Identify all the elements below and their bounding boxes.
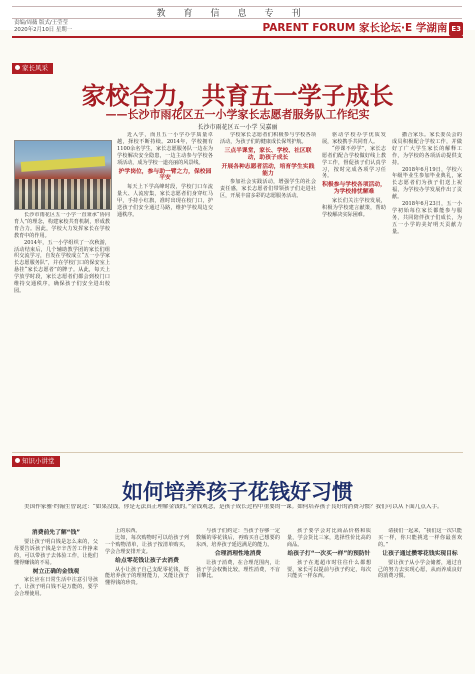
paragraph: 要让孩子明白钱是怎么来的，父母要告诉孩子钱是辛辛苦苦工作挣来的，可以带孩子去体验工作，让他们懂得赚钱的不易。 (14, 538, 98, 566)
masthead (0, 0, 475, 34)
bullet-icon (15, 65, 20, 70)
article-headline: 家校合力，共育五一学子成长 (81, 82, 394, 110)
paragraph: 让孩子消费，在合理范围内，让孩子学会权衡比较，理性消费，不盲目攀比。 (196, 559, 280, 580)
section-label: 知识小讲堂 (22, 457, 55, 465)
article2-column-2 (105, 528, 189, 672)
column-subheading: 给点零花钱让孩子去消费 (115, 557, 179, 564)
paragraph: 2018年6月23日，五一小学初始每位家长都能参与服务，共同陪伴孩子们成长，为五一小学的美好明天贡献力量。 (392, 201, 462, 235)
article-column-5 (392, 132, 462, 447)
forum-title (262, 21, 463, 35)
article-column-3 (220, 132, 316, 447)
paragraph: 要让孩子从小学会储蓄，通过自己的努力去实现心愿，从而养成良好的消费习惯。 (378, 559, 462, 580)
paragraph: 比如，每次购物时可以给孩子列一个购物清单，让孩子按清单购买，学会合理安排开支。 (105, 534, 189, 555)
photo-people (15, 179, 111, 209)
article2-column-3 (196, 528, 280, 672)
paragraph: 家长们关注学校发展，积极为学校建言献策，帮助学校解决实际困难。 (322, 198, 386, 218)
column-subheading: 护学岗位，参与助一臂之力，保校园平安 (118, 168, 212, 182)
paragraph: 2014年，五一小学组织了一次秋游，活动结束后，几个辅助教学团的家长们组织交流学习，自发在学校成立“五一小学家长志愿服务队”，并在学校门口的保安室上悬挂“家长志愿者”的牌子。从此，每天上学放学时段，家长志愿者们都会到校门口维持交通秩序，确保孩子们安全进出校园。 (14, 239, 110, 294)
paragraph: 上的东西。 (115, 528, 141, 534)
volunteer-group-photo (14, 140, 112, 210)
column-subheading: 消费前先了解“钱” (31, 530, 81, 536)
section-tag-parents (12, 63, 53, 74)
section-divider (12, 452, 463, 453)
article-column-4 (322, 132, 386, 447)
article-column-2 (117, 132, 213, 447)
paragraph: 撒合家乐。家长委员会的成员积极配合学校工作，并做好了广大学生家长的解释工作，为学校的各项活动提供支持。 (392, 132, 462, 166)
bullet-icon (15, 458, 20, 463)
column-subheading: 让孩子通过攒零花钱实现目标 (382, 550, 458, 557)
column-subheading: 开展各种志愿者活动，培育学生实践能力 (221, 163, 315, 177)
paragraph: 驱动学校办学优质发展，家校携手共同育人。 (322, 132, 386, 145)
paragraph: 美国作家雅·约翰生曾说过：“如果没钱，你是无法真正理解金钱的。”金钱观念，是孩子成长过程中重要的一课。如何培养孩子良好的消费习惯？我们可以从下面几点入手。 (24, 504, 443, 510)
paragraph: 与孩子们约定：当孩子存够一定数额的零花钱后，再购买自己想要的东西，培养孩子延迟满足的能力。 (196, 528, 280, 548)
paragraph: 家长应在日常生活中注意引导孩子，让孩子明白钱不是万能的，要学会合理使用。 (14, 577, 98, 598)
article2-intro (14, 504, 462, 526)
paragraph: 孩子要学会对比商品价格和质量，学会货比三家，选择性价比高的商品。 (287, 528, 371, 548)
section-tag-knowledge (12, 456, 60, 467)
article2-column-5 (378, 528, 462, 672)
masthead-title: 教育信息专刊 (156, 9, 319, 19)
paragraph: 长沙市雨花区五一小学一直秉承“协同育人”的理念，构建家校共育机制，形成教育合力。因此，学校大力发挥家长在学校教育中的作用。 (14, 212, 110, 239)
paragraph: 近入学，而且五一小学办学质量卓越，择校不断持续。2014年，学校拥有1100余名学生，家长志愿服务队一边在为学校解决安全隐患，一边主动参与学校各项活动，成为学校一道亮丽的风景线。 (117, 132, 213, 166)
article-subhead: ——长沙市雨花区五一小学家长志愿者服务队工作纪实 (105, 108, 370, 121)
masthead-meta (14, 20, 72, 33)
paragraph: 请我们一起来，“我们这一次只能买一样，你只能挑选一样你最喜欢的。” (378, 528, 462, 548)
paragraph: 学校家长志愿者们积极参与学校各项活动，为孩子们的健康成长保驾护航。 (220, 132, 316, 145)
article-byline: 长沙市雨花区五一小学 吴嘉丽 (197, 124, 278, 131)
paragraph: 2018年6月19日，学校六年级毕业生参加毕业典礼，家长志愿者们为孩子们送上祝福，为学校办学发展作出了贡献。 (392, 166, 462, 201)
paragraph: 孩子在逛超市时往往什么都想要，家长可以提前与孩子约定，每次只能买一样东西。 (287, 559, 371, 580)
header-divider (12, 36, 463, 38)
column-subheading: 合理消理性地消费 (214, 550, 262, 557)
paragraph: “停课不停学”，家长志愿者们配合学校做好线上教学工作，督促孩子们认真学习，按时完成各项学习任务。 (322, 145, 386, 180)
article2-column-4 (287, 528, 371, 672)
section-label: 家长风采 (22, 64, 48, 72)
paragraph: 每天上下学高峰时段，学校门口车流量大、人流密集，家长志愿者们身穿红马甲，手持小红旗，准时出现在校门口，护送孩子们安全通过马路，维护学校周边交通秩序。 (117, 184, 213, 218)
forum-label: PARENT FORUM 家长论坛·E 学湖南 (262, 22, 448, 34)
paragraph: 从小让孩子自己支配零花钱，既能培养孩子的理财能力，又能让孩子懂得钱的珍贵。 (105, 566, 189, 587)
column-subheading: 三点半课堂，家长、学校、社区联动，助孩子成长 (224, 147, 312, 161)
page-number: E3 (449, 22, 463, 36)
column-subheading: 树立正确的金钱观 (32, 568, 80, 575)
publisher-credit: 责编/周薇 版式/王莹莹 (14, 20, 68, 26)
article2-headline: 如何培养孩子花钱好习惯 (122, 480, 353, 504)
article-column-1 (14, 212, 110, 447)
article2-column-1 (14, 528, 98, 672)
column-subheading: 积极参与学校各项活动，为学校排忧解难 (322, 182, 386, 196)
column-subheading: 给孩子打“一次买一样”的预防针 (287, 550, 371, 557)
photo-banner (21, 156, 105, 172)
issue-date: 2020年2月10日 星期一 (14, 26, 73, 33)
paragraph: 参加社会实践活动，增强学生的社会责任感，家长志愿者们带领孩子们走进社区，开展丰富多彩的志愿服务活动。 (220, 179, 316, 200)
